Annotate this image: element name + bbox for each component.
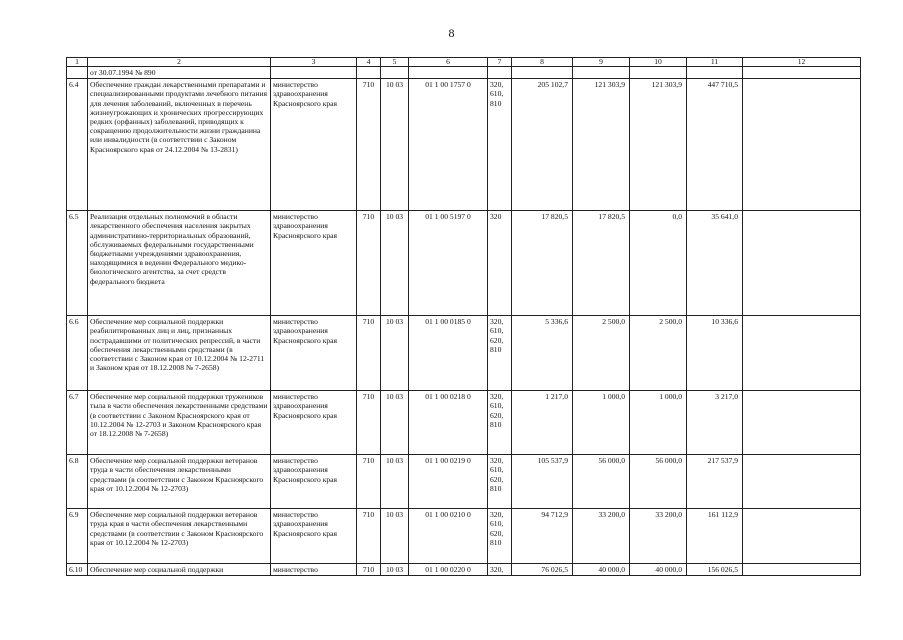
table-row [67, 79, 861, 211]
row-col-12 [743, 316, 861, 391]
header-cell: 1 [67, 58, 88, 67]
row-code-6: 01 1 00 0220 0 [409, 564, 488, 576]
row-value-11: 161 112,9 [687, 509, 743, 564]
row-code-5: 10 03 [381, 564, 409, 576]
row-description: Обеспечение мер социальной поддержки ветеранов труда края в части обеспечения лекарственными средствами (в соответствии с Законом Красноярского края от 10.12.2004 № 12-2703) [88, 509, 271, 564]
row-col-12 [743, 509, 861, 564]
row-code-5: 10 03 [381, 79, 409, 211]
row-value-8: 76 026,5 [512, 564, 573, 576]
row-value-8: 1 217,0 [512, 391, 573, 455]
row-value-10: 2 500,0 [630, 316, 687, 391]
header-cell: 7 [488, 58, 512, 67]
row-code-4: 710 [357, 564, 381, 576]
continuation-text: от 30.07.1994 № 890 [88, 67, 271, 79]
table-row [67, 211, 861, 316]
row-number: 6.4 [67, 79, 88, 211]
row-code-7: 320, 610, 620, 810 [488, 509, 512, 564]
row-code-5: 10 03 [381, 391, 409, 455]
row-code-5: 10 03 [381, 509, 409, 564]
row-value-11: 10 336,6 [687, 316, 743, 391]
row-code-4: 710 [357, 455, 381, 509]
row-code-4: 710 [357, 391, 381, 455]
row-value-11: 217 537,9 [687, 455, 743, 509]
header-cell: 2 [88, 58, 271, 67]
table-row [67, 455, 861, 509]
row-ministry: министерство здравоохранения Красноярского края [271, 211, 357, 316]
table-row [67, 316, 861, 391]
row-value-8: 205 102,7 [512, 79, 573, 211]
row-code-5: 10 03 [381, 316, 409, 391]
row-value-8: 94 712,9 [512, 509, 573, 564]
row-code-7: 320, [488, 564, 512, 576]
table-row [67, 509, 861, 564]
row-col-12 [743, 564, 861, 576]
row-description: Обеспечение граждан лекарственными препаратами и специализированными продуктами лечебного питания для лечения заболеваний, включенных в перечень жизнеугрожающих и хронических прогрессирующих редких (орфанных) заболеваний, приводящих к сокращению продолжительности жизни гражданина или инвалидности (в соответствии с Законом Красноярского края от 24.12.2004 № 13-2831) [88, 79, 271, 211]
table-row [67, 391, 861, 455]
row-value-10: 56 000,0 [630, 455, 687, 509]
header-cell: 5 [381, 58, 409, 67]
row-code-6: 01 1 00 0185 0 [409, 316, 488, 391]
row-value-11: 447 710,5 [687, 79, 743, 211]
header-cell: 10 [630, 58, 687, 67]
header-cell: 12 [743, 58, 861, 67]
row-ministry: министерство [271, 564, 357, 576]
row-code-6: 01 1 00 0219 0 [409, 455, 488, 509]
row-value-11: 3 217,0 [687, 391, 743, 455]
row-value-9: 33 200,0 [573, 509, 630, 564]
row-value-9: 1 000,0 [573, 391, 630, 455]
row-value-10: 33 200,0 [630, 509, 687, 564]
header-cell: 6 [409, 58, 488, 67]
header-cell: 8 [512, 58, 573, 67]
row-code-4: 710 [357, 211, 381, 316]
row-number: 6.8 [67, 455, 88, 509]
row-col-12 [743, 455, 861, 509]
row-code-4: 710 [357, 79, 381, 211]
header-cell: 3 [271, 58, 357, 67]
row-value-10: 40 000,0 [630, 564, 687, 576]
header-cell: 11 [687, 58, 743, 67]
row-code-7: 320, 610, 810 [488, 79, 512, 211]
row-description: Обеспечение мер социальной поддержки [88, 564, 271, 576]
row-value-8: 5 336,6 [512, 316, 573, 391]
row-ministry: министерство здравоохранения Красноярского края [271, 391, 357, 455]
row-value-8: 105 537,9 [512, 455, 573, 509]
header-cell: 9 [573, 58, 630, 67]
row-description: Обеспечение мер социальной поддержки тружеников тыла в части обеспечения лекарственными средствами (в соответствии с Законом Красноярского края от 10.12.2004 № 12-2703 и Законом Красноярского края от 18.12.2008 № 7-2658) [88, 391, 271, 455]
row-number: 6.9 [67, 509, 88, 564]
row-ministry: министерство здравоохранения Красноярского края [271, 455, 357, 509]
row-value-9: 56 000,0 [573, 455, 630, 509]
row-code-7: 320, 610, 620, 810 [488, 391, 512, 455]
row-code-6: 01 1 00 0218 0 [409, 391, 488, 455]
row-description: Обеспечение мер социальной поддержки ветеранов труда в части обеспечения лекарственными средствами (в соответствии с Законом Красноярского края от 10.12.2004 № 12-2703) [88, 455, 271, 509]
row-col-12 [743, 79, 861, 211]
row-value-10: 121 303,9 [630, 79, 687, 211]
row-value-11: 35 641,0 [687, 211, 743, 316]
row-description: Обеспечение мер социальной поддержки реабилитированных лиц и лиц, признанных пострадавшими от политических репрессий, в части обеспечения лекарственными средствами (в соответствии с Законом края от 10.12.2004 № 12-2711 и Законом края от 18.12.2008 № 7-2658) [88, 316, 271, 391]
row-value-9: 40 000,0 [573, 564, 630, 576]
row-number: 6.5 [67, 211, 88, 316]
row-code-5: 10 03 [381, 455, 409, 509]
row-value-9: 2 500,0 [573, 316, 630, 391]
row-value-10: 0,0 [630, 211, 687, 316]
row-number: 6.10 [67, 564, 88, 576]
continuation-row [67, 67, 861, 79]
row-number: 6.7 [67, 391, 88, 455]
row-col-12 [743, 391, 861, 455]
header-row [67, 58, 861, 67]
row-number: 6.6 [67, 316, 88, 391]
row-code-5: 10 03 [381, 211, 409, 316]
row-col-12 [743, 211, 861, 316]
row-code-4: 710 [357, 509, 381, 564]
row-value-9: 121 303,9 [573, 79, 630, 211]
table-row [67, 564, 861, 576]
header-cell: 4 [357, 58, 381, 67]
row-value-10: 1 000,0 [630, 391, 687, 455]
budget-table [66, 57, 861, 576]
row-code-6: 01 1 00 5197 0 [409, 211, 488, 316]
page-number: 8 [448, 26, 455, 40]
row-code-4: 710 [357, 316, 381, 391]
row-code-6: 01 1 00 0210 0 [409, 509, 488, 564]
row-ministry: министерство здравоохранения Красноярского края [271, 79, 357, 211]
row-code-7: 320, 610, 620, 810 [488, 316, 512, 391]
row-code-6: 01 1 00 1757 0 [409, 79, 488, 211]
row-value-11: 156 026,5 [687, 564, 743, 576]
row-description: Реализация отдельных полномочий в области лекарственного обеспечения населения закрытых административно-территориальных образований, обслуживаемых федеральными государственными бюджетными учреждениями здравоохранения, находящимися в ведении Федерального медико-биологического агентства, за счет средств федерального бюджета [88, 211, 271, 316]
row-ministry: министерство здравоохранения Красноярского края [271, 509, 357, 564]
row-code-7: 320 [488, 211, 512, 316]
row-code-7: 320, 610, 620, 810 [488, 455, 512, 509]
row-value-9: 17 820,5 [573, 211, 630, 316]
row-ministry: министерство здравоохранения Красноярского края [271, 316, 357, 391]
row-value-8: 17 820,5 [512, 211, 573, 316]
